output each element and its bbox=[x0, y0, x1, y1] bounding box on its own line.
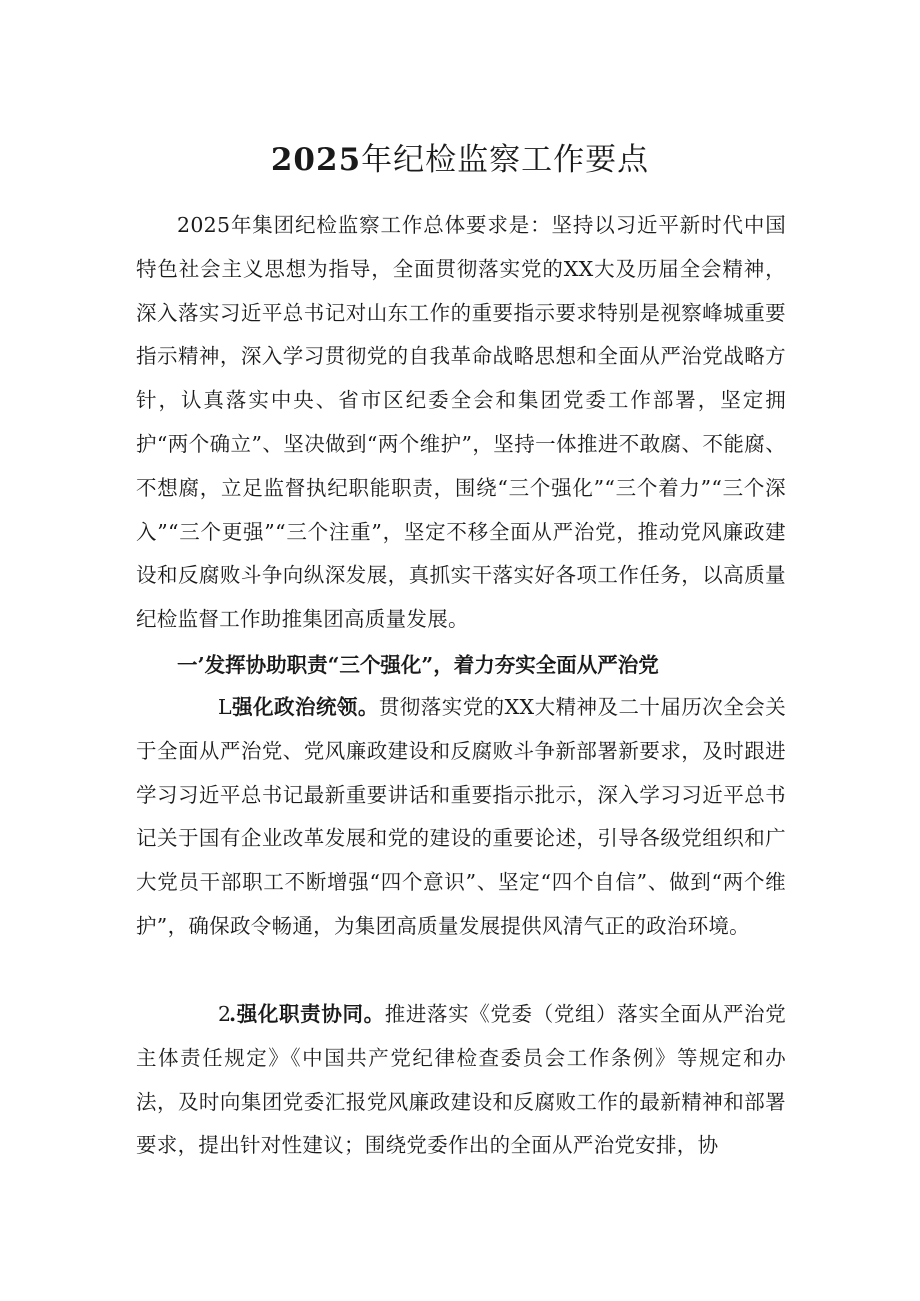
item-1-lead: 强化政治统领。 bbox=[231, 695, 379, 719]
item-2-lead: .强化职责协同。 bbox=[229, 1002, 385, 1026]
intro-paragraph: 2025年集团纪检监察工作总体要求是：坚持以习近平新时代中国特色社会主义思想为指导，全面贯彻落实党的XX大及历届全会精神，深入落实习近平总书记对山东工作的重要指示要求特别是视察峰城重要指示精神，深入学习贯彻党的自我革命战略思想和全面从严治党战略方针，认真落实中央、省市区纪委全会和集团党委工作部署，坚定拥护“两个确立”、坚决做到“两个维护”，坚持一体推进不敢腐、不能腐、不想腐，立足监督执纪职能职责，围绕“三个强化”“三个着力”“三个深入”“三个更强”“三个注重”，坚定不移全面从严治党，推动党风廉政建设和反腐败斗争向纵深发展，真抓实干落实好各项工作任务，以高质量纪检监督工作助推集团高质量发展。 bbox=[136, 213, 786, 632]
section-heading-1: 一’发挥协助职责“三个强化”，着力夯实全面从严治党 bbox=[177, 653, 659, 677]
item-1-marker: L bbox=[218, 695, 232, 719]
title-text: 年纪检监察工作要点 bbox=[361, 142, 650, 178]
item-2-text: 推进落实《党委（党组）落实全面从严治党主体责任规定》《中国共产党纪律检查委员会工作条例》等规定和办法，及时向集团党委汇报党风廉政建设和反腐败工作的最新精神和部署要求，提出针对性建议；围绕党委作出的全面从严治党安排，协 bbox=[136, 1002, 786, 1158]
item-1-text: 贯彻落实党的XX大精神及二十届历次全会关于全面从严治党、党风廉政建设和反腐败斗争新部署新要求，及时跟进学习习近平总书记最新重要讲话和重要指示批示，深入学习习近平总书记关于国有企业改革发展和党的建设的重要论述，引导各级党组织和广大党员干部职工不断增强“四个意识”、坚定“四个自信”、做到“两个维护”，确保政令畅通，为集团高质量发展提供风清气正的政治环境。 bbox=[136, 695, 786, 938]
title-year: 2025 bbox=[270, 142, 362, 178]
item-2-marker: 2 bbox=[218, 1002, 232, 1026]
item-1-paragraph bbox=[136, 686, 786, 949]
item-2-paragraph bbox=[136, 993, 786, 1168]
document-title bbox=[0, 138, 920, 182]
